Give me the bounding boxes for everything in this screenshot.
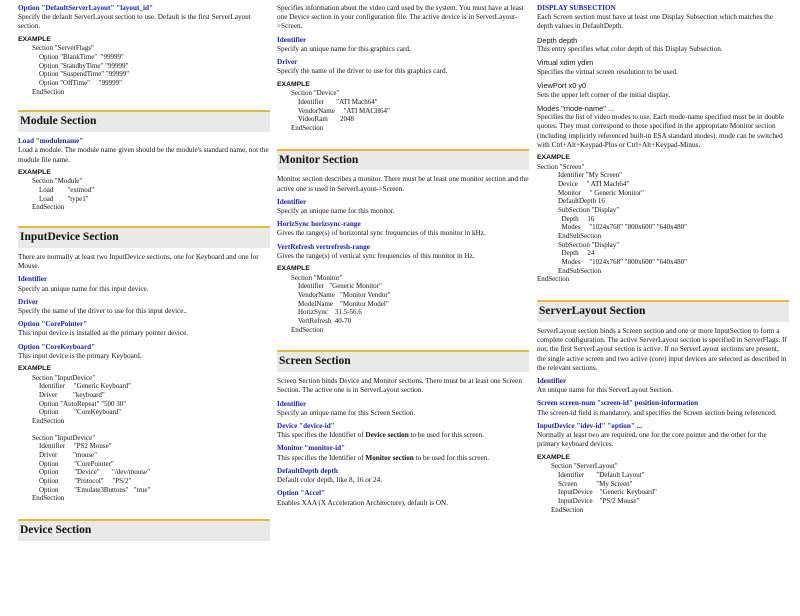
corepointer-heading: Option "CorePointer" — [18, 320, 88, 329]
layout-identifier-desc: An unique name for this ServerLayout Section. — [537, 386, 673, 395]
load-desc: Load a module. The module name given should be the module's standard name, not the module file name. — [18, 146, 269, 164]
example-label: EXAMPLE — [18, 35, 51, 43]
depth-heading: Depth depth — [537, 35, 578, 45]
serverlayout-section-title: ServerLayout Section — [537, 300, 789, 322]
device-section-title: Device Section — [18, 519, 270, 541]
display-subsection-heading: DISPLAY SUBSECTION — [537, 4, 616, 12]
depth-desc: This entry specifies what color depth of this Display Subsection. — [537, 45, 723, 54]
inputdevice-keyboard-code: Section "InputDevice" Identifier "Generic Keyboard" Driver "keyboard" Option "AutoRepeat" "500 30" Option "CoreKeyboard" EndSection — [32, 373, 132, 426]
input-driver-heading: Driver — [18, 297, 39, 306]
column-1 — [18, 0, 270, 546]
module-section-title: Module Section — [18, 110, 270, 132]
accel-heading: Option "Accel" — [277, 489, 326, 498]
virtual-desc: Specifies the virtual screen resolution to be used. — [537, 67, 678, 76]
modes-desc: Specifies the list of video modes to use. Each mode-name specified must be in double quotes. They must correspond to those specified in the appropriate Monitor section (including implicitly referenced built-in ESA standard modes). mode can be switched with Ctrl+Alt+Keypad-Plus or Ctrl+Alt+Keypad-Minus. — [537, 113, 784, 149]
monitor-identifier-desc: Specify an unique name for this monitor. — [277, 206, 395, 215]
layout-inputdevice-heading: InputDevice "idev-id" "option" ... — [537, 421, 643, 430]
display-subsection-intro: Each Screen section must have at least one Display Subsection which matches the depth values in DefaultDepth. — [537, 13, 773, 31]
horizsync-heading: HorizSync horizsync-range — [277, 220, 361, 229]
device-identifier-desc: Specify an unique name for this graphics card. — [277, 44, 411, 53]
virtual-heading: Virtual xdim ydim — [537, 58, 594, 68]
horizsync-desc: Gives the range(s) of horizontal sync frequencies of this monitor in kHz. — [277, 229, 486, 238]
screen-section-title: Screen Section — [277, 350, 529, 372]
screen-identifier-heading: Identifier — [277, 399, 307, 408]
screen-device-heading: Device "device-id" — [277, 422, 335, 431]
defaultdepth-desc: Default color depth, like 8, 16 or 24. — [277, 476, 382, 485]
opt-default-layout-heading: Option "DefaultServerLayout" "layout_id" — [18, 4, 153, 12]
example-label: EXAMPLE — [277, 80, 310, 88]
screen-monitor-desc-post: to be used for this screen. — [413, 453, 490, 462]
example-label: EXAMPLE — [18, 168, 51, 176]
screen-device-desc-post: to be used for this screen. — [408, 431, 484, 440]
example-label: EXAMPLE — [537, 453, 570, 461]
monitor-identifier-heading: Identifier — [277, 197, 307, 206]
screen-code: Section "Screen" Identifier "My Screen" Device " ATI Mach64" Monitor " Generic Monitor" DefaultDepth 16 SubSection "Display" Depth 16 Modes "1024x768" "800x600" "640x480" EndSubSection SubSection "Display" Depth 24 Modes "1024x768" "800x600" "640x480" EndSubSection EndSection — [537, 162, 687, 284]
corekeyboard-desc: This input device is the primary Keyboard. — [18, 351, 142, 360]
module-code: Section "Module" Load "extmod" Load "type1" EndSection — [32, 177, 95, 212]
layout-inputdevice-desc: Normally at least two are required, one for the core pointer and the other for the primary keyboard devices. — [537, 431, 767, 449]
vertrefresh-heading: VertRefresh vertrefresh-range — [277, 242, 370, 251]
screen-monitor-desc-bold: Monitor section — [365, 453, 414, 462]
screen-device-desc — [277, 431, 529, 440]
input-identifier-desc: Specify an unique name for this input device. — [18, 284, 149, 293]
device-driver-desc: Specify the name of the driver to use for this graphics card. — [277, 67, 448, 76]
vertrefresh-desc: Gives the range(s) of vertical sync frequencies of this monitor in Hz. — [277, 251, 475, 260]
serverflags-code: Section "ServerFlags" Option "BlankTime" "99999" Option "StandbyTime" "99999" Option "SuspendTime" "99999" Option "OffTime" "99999" EndSection — [32, 44, 130, 96]
column-2 — [277, 0, 529, 512]
opt-default-layout-desc: Specify the default ServerLayout section to use. Default is the first ServerLayout section. — [18, 13, 251, 31]
device-identifier-heading: Identifier — [277, 35, 307, 44]
corekeyboard-heading: Option "CoreKeyboard" — [18, 342, 96, 351]
inputdevice-mouse-code: Section "InputDevice" Identifier "PS2 Mouse" Driver "mouse" Option "CorePointer" Option "Device" "/dev/mouse" Option "Protocol" "PS/2" Option "Emulate3Buttons" "true" EndSection — [32, 433, 151, 503]
screen-device-desc-bold: Device section — [365, 431, 409, 440]
device-driver-heading: Driver — [277, 58, 298, 67]
screen-identifier-desc: Specify an unique name for this Screen Section. — [277, 408, 416, 417]
inputdevice-intro: There are normally at least two InputDevice sections, one for Keyboard and one for Mouse. — [18, 252, 259, 271]
screen-monitor-desc-pre: This specifies the Identifier of — [277, 453, 366, 462]
defaultdepth-heading: DefaultDepth depth — [277, 466, 338, 475]
load-heading: Load "modulename" — [18, 137, 84, 146]
input-driver-desc: Specify the name of the driver to use for this input device.. — [18, 306, 188, 315]
example-label: EXAMPLE — [18, 365, 51, 373]
screen-monitor-desc — [277, 454, 529, 463]
viewport-heading: ViewPort x0 y0 — [537, 81, 587, 91]
layout-screen-desc: The screen-id field is mandatory, and specifies the Screen section being referenced. — [537, 408, 777, 417]
inputdevice-section-title: InputDevice Section — [18, 226, 270, 248]
viewport-desc: Sets the upper left corner of the initial display. — [537, 90, 671, 99]
serverlayout-intro: ServerLayout section binds a Screen section and one or more InputSection to form a complete configuration. The active ServerLayout section is specified in ServerFlags. If not, the first ServerLayout section is active. If no ServerLayout sections are present, the single active screen and two active (core) input devices are selected as described in the relevant sections. — [537, 326, 787, 372]
modes-heading: Modes "mode-name" ... — [537, 103, 615, 113]
screen-monitor-heading: Monitor "monitor-id" — [277, 444, 346, 453]
corepointer-desc: This input device is installed as the primary pointer device. — [18, 329, 189, 338]
screen-device-desc-pre: This specifies the Identifier of — [277, 431, 366, 440]
example-label: EXAMPLE — [537, 154, 570, 162]
column-3 — [537, 0, 789, 514]
device-code: Section "Device" Identifier "ATI Mach64" VendorName "ATI MACH64" VideoRam 2048 EndSection — [291, 89, 390, 132]
layout-identifier-heading: Identifier — [537, 376, 567, 385]
serverlayout-code: Section "ServerLayout" Identifier "Default Layout" Screen "My Screen" InputDevice "Generic Keyboard" InputDevice "PS/2 Mouse" EndSection — [551, 462, 657, 514]
layout-screen-heading: Screen screen-num "screen-id" position-information — [537, 399, 699, 408]
example-label: EXAMPLE — [277, 265, 310, 273]
device-intro: Specifies information about the video card used by the system. You must have at least one Device section in your configuration file. The active device is in ServerLayout->Screen. — [277, 4, 524, 31]
monitor-code: Section "Monitor" Identifier "Generic Monitor" VendorName "Monitor Vendor" ModelName "Monitor Model" HorizSync 31.5-56.6 VertRefresh 40-70 EndSection — [291, 273, 391, 334]
screen-intro: Screen Section binds Device and Monitor sections. There must be at least one Screen Section. The active one is in ServerLayout section. — [277, 377, 522, 395]
input-identifier-heading: Identifier — [18, 275, 48, 284]
monitor-intro: Monitor section describes a monitor. There must be at least one monitor section and the active one is used in ServerLayout->Screen. — [277, 175, 529, 193]
accel-desc: Enables XAA (X Acceleration Architecture), default is ON. — [277, 498, 449, 507]
monitor-section-title: Monitor Section — [277, 149, 529, 171]
